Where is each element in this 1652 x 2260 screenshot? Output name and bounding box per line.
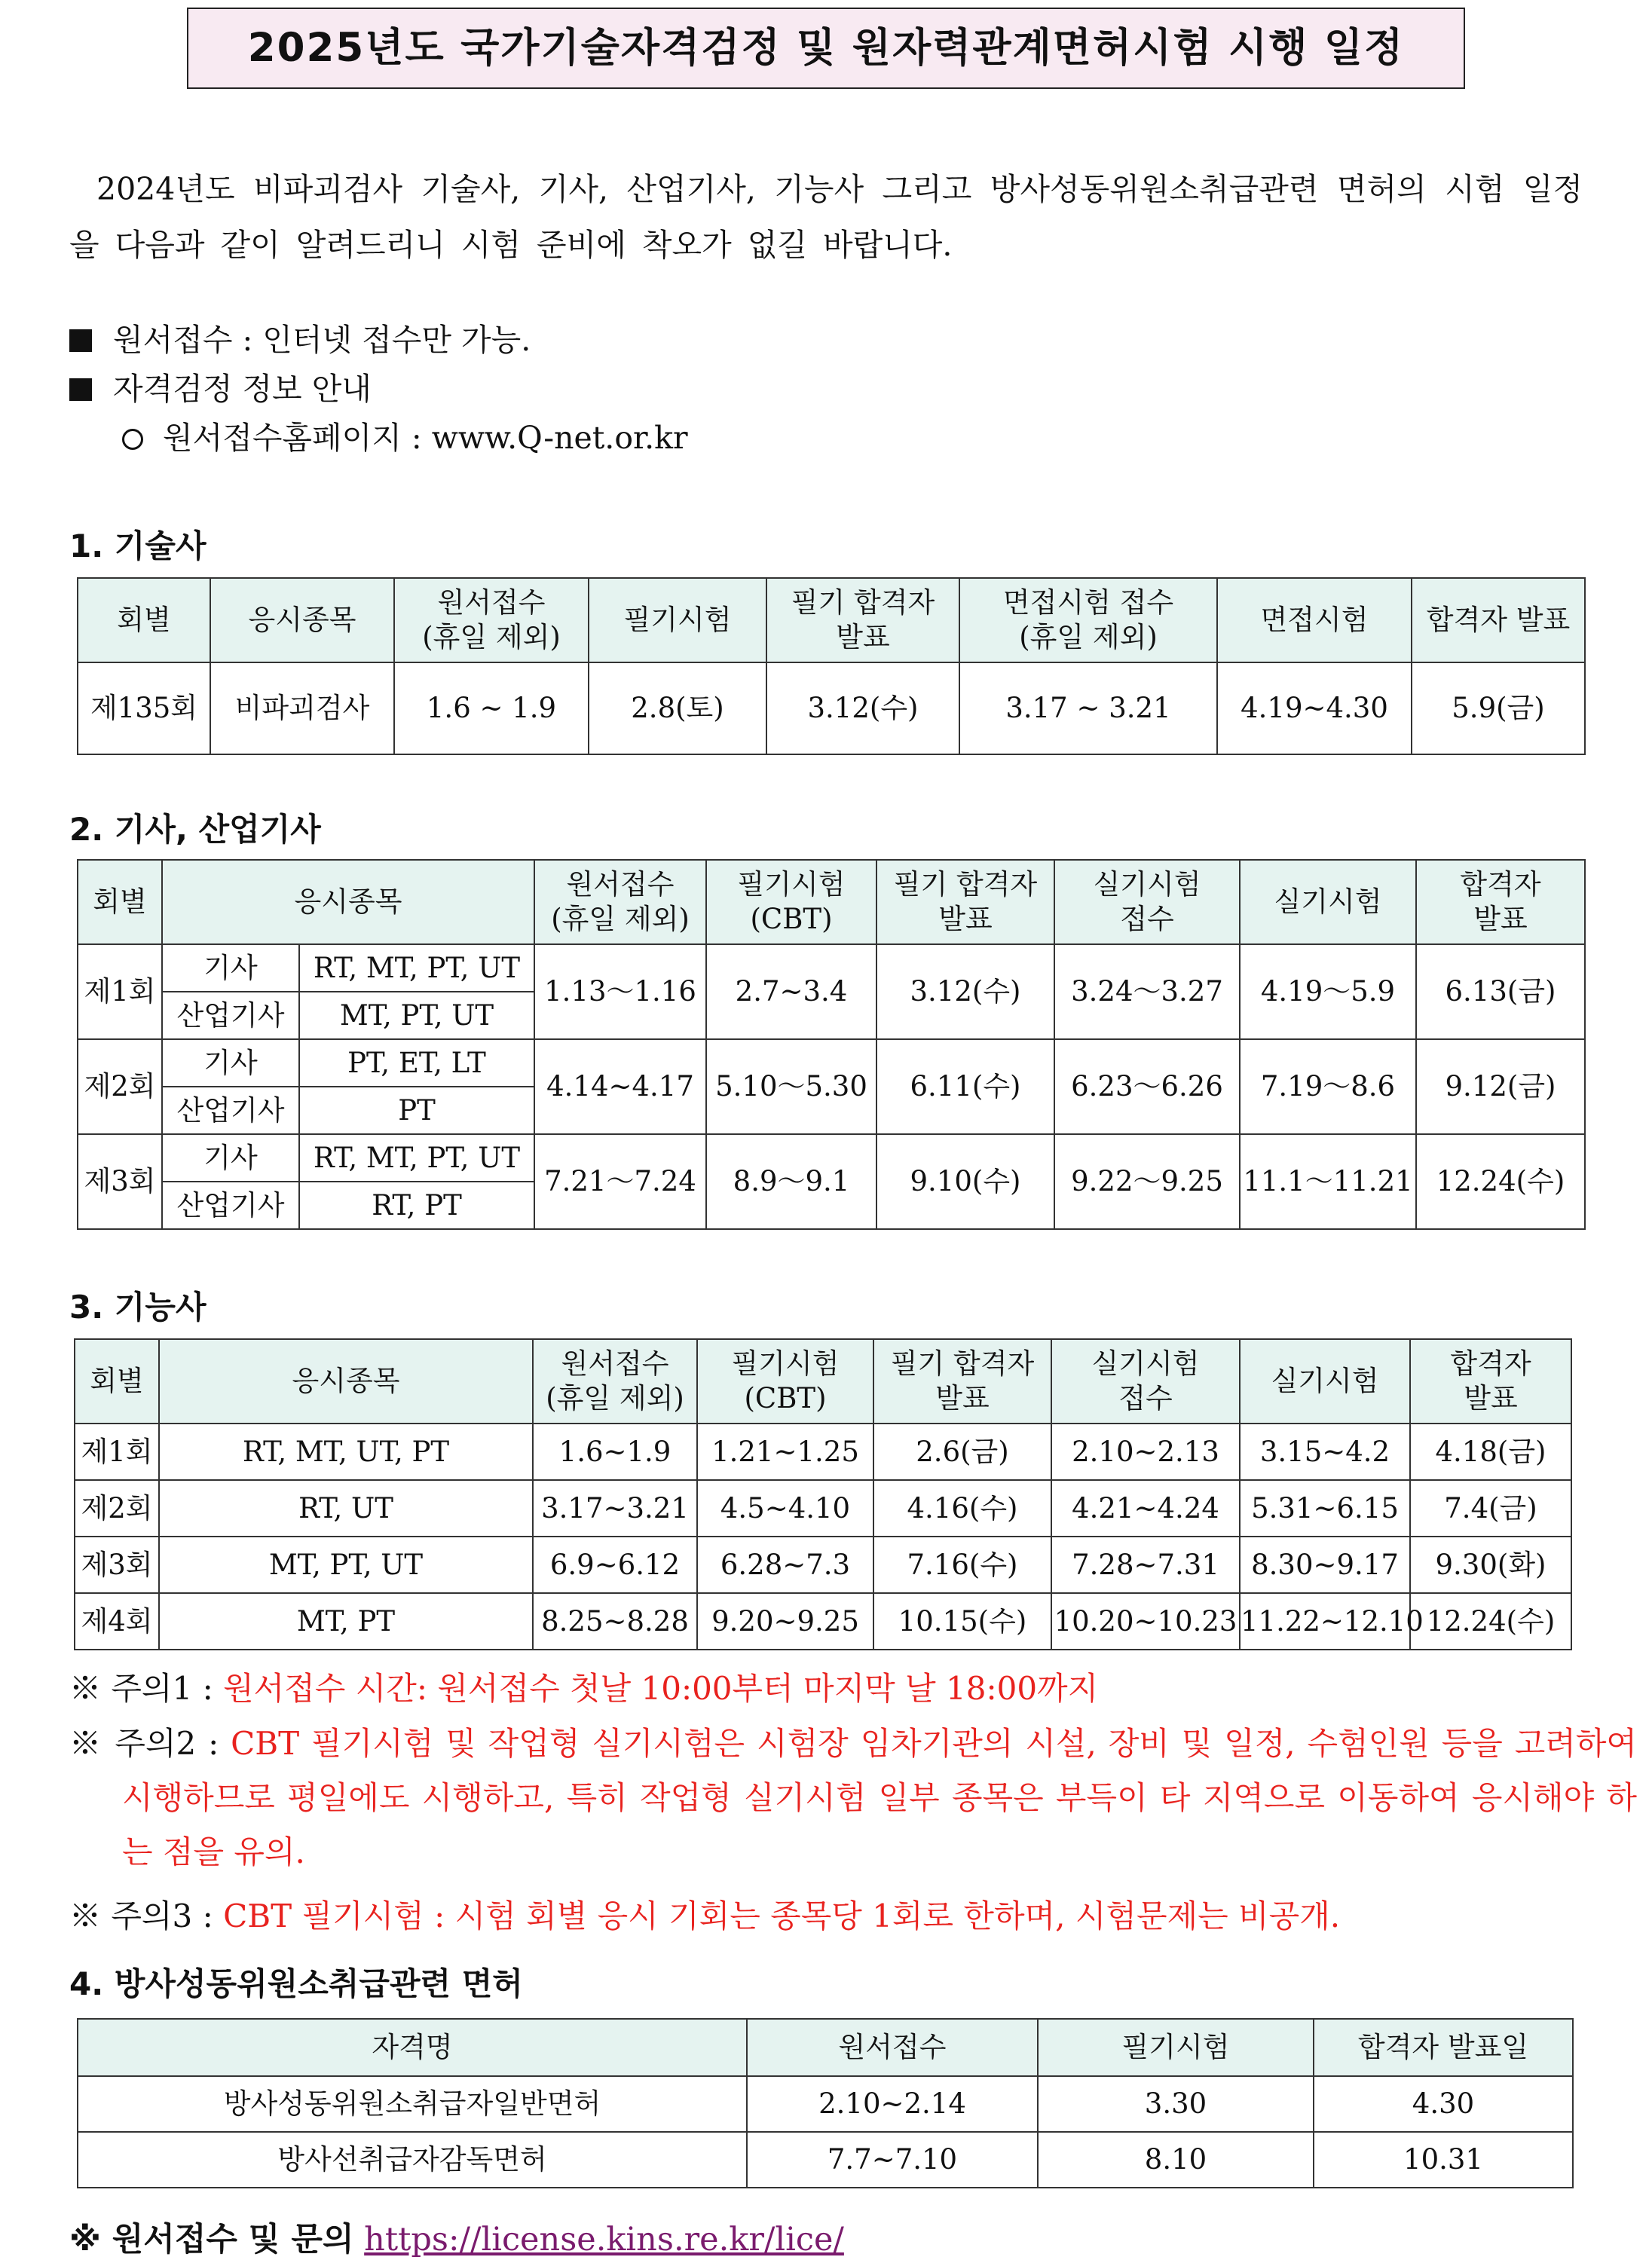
table-cell: RT, UT — [159, 1480, 533, 1537]
type-cell: PT — [299, 1087, 534, 1134]
grade-cell: 산업기사 — [162, 1182, 299, 1229]
table-row — [75, 1537, 1571, 1593]
grade-cell: 기사 — [162, 1039, 299, 1087]
table-cell: 7.28~7.31 — [1051, 1537, 1240, 1593]
table-cell: 12.24(수) — [1410, 1593, 1571, 1650]
header-cell: 필기 합격자 발표 — [873, 1339, 1051, 1424]
table-cell: 6.11(수) — [876, 1039, 1054, 1134]
table-cell: 제1회 — [75, 1424, 159, 1480]
table-cell: 7.7~7.10 — [747, 2132, 1038, 2188]
type-cell: RT, MT, PT, UT — [299, 1134, 534, 1182]
page-title: 2025년도 국가기술자격검정 및 원자력관계면허시험 시행 일정 — [187, 8, 1465, 89]
header-cell: 회별 — [78, 860, 162, 944]
header-row — [78, 578, 1585, 662]
type-cell: RT, MT, PT, UT — [299, 944, 534, 992]
table-cell: 10.15(수) — [873, 1593, 1051, 1650]
section-4-title: 4. 방사성동위원소취급관련 면허 — [69, 1965, 523, 2002]
table-cell: 제2회 — [75, 1480, 159, 1537]
header-row — [78, 2019, 1573, 2076]
header-cell: 필기시험 — [589, 578, 766, 662]
table-row — [75, 1424, 1571, 1480]
header-cell: 합격자 발표 — [1410, 1339, 1571, 1424]
round-cell: 제1회 — [78, 944, 162, 1039]
table-cell: 2.6(금) — [873, 1424, 1051, 1480]
table-cell: 9.30(화) — [1410, 1537, 1571, 1593]
grade-cell: 기사 — [162, 944, 299, 992]
header-row — [75, 1339, 1571, 1424]
table-cell: 10.31 — [1314, 2132, 1573, 2188]
homepage-line: 원서접수홈페이지 : www.Q-net.or.kr — [122, 413, 688, 457]
table-cell: 8.9～9.1 — [706, 1134, 876, 1229]
table-cell: 11.22~12.10 — [1240, 1593, 1410, 1650]
type-cell: RT, PT — [299, 1182, 534, 1229]
header-cell: 실기시험 접수 — [1051, 1339, 1240, 1424]
header-cell: 실기시험 — [1240, 860, 1416, 944]
note-1: ※ 주의1 : 원서접수 시간: 원서접수 첫날 10:00부터 마지막 날 18:00까지 — [69, 1670, 1099, 1707]
table-cell: 2.8(토) — [589, 662, 766, 754]
table-cell: 6.9~6.12 — [533, 1537, 697, 1593]
table-cell: 6.28~7.3 — [697, 1537, 873, 1593]
bullet-info: 자격검정 정보 안내 — [69, 364, 372, 408]
header-cell: 필기시험 (CBT) — [706, 860, 876, 944]
table-cell: 6.23～6.26 — [1054, 1039, 1240, 1134]
round-cell: 제3회 — [78, 1134, 162, 1229]
table-cell: 1.13～1.16 — [534, 944, 706, 1039]
section-1-title: 1. 기술사 — [69, 528, 206, 564]
table-cell: 5.10～5.30 — [706, 1039, 876, 1134]
header-cell: 원서접수 (휴일 제외) — [394, 578, 589, 662]
header-cell: 필기 합격자 발표 — [766, 578, 959, 662]
header-cell: 실기시험 접수 — [1054, 860, 1240, 944]
table-cell: 7.16(수) — [873, 1537, 1051, 1593]
square-bullet-icon — [69, 329, 92, 352]
table-cell: 3.30 — [1038, 2076, 1314, 2132]
table-cell: 4.5~4.10 — [697, 1480, 873, 1537]
table-cell: 7.19～8.6 — [1240, 1039, 1416, 1134]
header-cell: 응시종목 — [159, 1339, 533, 1424]
grade-cell: 산업기사 — [162, 992, 299, 1039]
header-cell: 원서접수 (휴일 제외) — [534, 860, 706, 944]
table-cell: 4.18(금) — [1410, 1424, 1571, 1480]
table-cell: 9.10(수) — [876, 1134, 1054, 1229]
table-row — [75, 1593, 1571, 1650]
circle-bullet-icon — [122, 429, 143, 450]
table-cell: RT, MT, UT, PT — [159, 1424, 533, 1480]
table-row — [78, 662, 1585, 754]
header-cell: 합격자 발표일 — [1314, 2019, 1573, 2076]
header-cell: 합격자 발표 — [1412, 578, 1585, 662]
table-cell: 3.15~4.2 — [1240, 1424, 1410, 1480]
table-cell: 7.4(금) — [1410, 1480, 1571, 1537]
header-cell: 회별 — [78, 578, 210, 662]
table-cell: 8.10 — [1038, 2132, 1314, 2188]
header-cell: 원서접수 (휴일 제외) — [533, 1339, 697, 1424]
table-cell: 2.10~2.14 — [747, 2076, 1038, 2132]
table-cell: 2.10~2.13 — [1051, 1424, 1240, 1480]
table-cell: 1.21~1.25 — [697, 1424, 873, 1480]
table-cell: 11.1～11.21 — [1240, 1134, 1416, 1229]
type-cell: PT, ET, LT — [299, 1039, 534, 1087]
table-cell: 제3회 — [75, 1537, 159, 1593]
table-cell: 9.12(금) — [1416, 1039, 1585, 1134]
table-professional-engineer — [77, 577, 1586, 755]
table-row — [78, 2132, 1573, 2188]
table-cell: 8.25~8.28 — [533, 1593, 697, 1650]
header-cell: 필기 합격자 발표 — [876, 860, 1054, 944]
table-row — [78, 944, 1585, 992]
table-row — [75, 1480, 1571, 1537]
table-cell: 5.9(금) — [1412, 662, 1585, 754]
table-cell: 6.13(금) — [1416, 944, 1585, 1039]
square-bullet-icon — [69, 378, 92, 401]
note-2: ※ 주의2 : CBT 필기시험 및 작업형 실기시험은 시험장 임차기관의 시설, 장비 및 일정, 수험인원 등을 고려하여 시행하므로 평일에도 시행하고, 특히 작업형 실기시험 일부 종목은 부득이 타 지역으로 이동하여 응시해야 하는 점을 유의. — [69, 1725, 1637, 1870]
round-cell: 제2회 — [78, 1039, 162, 1134]
table-cell: 7.21～7.24 — [534, 1134, 706, 1229]
table-cell: 3.12(수) — [876, 944, 1054, 1039]
type-cell: MT, PT, UT — [299, 992, 534, 1039]
table-cell: 방사선취급자감독면허 — [78, 2132, 747, 2188]
table-engineer — [77, 859, 1586, 1230]
table-cell: 4.19～5.9 — [1240, 944, 1416, 1039]
table-cell: 방사성동위원소취급자일반면허 — [78, 2076, 747, 2132]
table-cell: 1.6~1.9 — [533, 1424, 697, 1480]
grade-cell: 기사 — [162, 1134, 299, 1182]
table-cell: 4.19~4.30 — [1217, 662, 1412, 754]
header-cell: 응시종목 — [162, 860, 534, 944]
header-cell: 면접시험 접수 (휴일 제외) — [959, 578, 1217, 662]
table-cell: 5.31~6.15 — [1240, 1480, 1410, 1537]
table-cell: 3.17~3.21 — [533, 1480, 697, 1537]
note-3: ※ 주의3 : CBT 필기시험 : 시험 회별 응시 기회는 종목당 1회로 한하며, 시험문제는 비공개. — [69, 1898, 1341, 1934]
table-cell: 4.16(수) — [873, 1480, 1051, 1537]
table-cell: 제4회 — [75, 1593, 159, 1650]
header-cell: 회별 — [75, 1339, 159, 1424]
header-cell: 면접시험 — [1217, 578, 1412, 662]
table-cell: 4.30 — [1314, 2076, 1573, 2132]
table-row — [78, 1134, 1585, 1182]
table-cell: 8.30~9.17 — [1240, 1537, 1410, 1593]
header-cell: 자격명 — [78, 2019, 747, 2076]
table-cell: 3.12(수) — [766, 662, 959, 754]
table-cell: 9.20~9.25 — [697, 1593, 873, 1650]
contact-line: ※ 원서접수 및 문의 https://license.kins.re.kr/lice/ — [69, 2221, 844, 2258]
header-cell: 필기시험 (CBT) — [697, 1339, 873, 1424]
table-radiation-license — [77, 2018, 1574, 2188]
table-cell: 4.21~4.24 — [1051, 1480, 1240, 1537]
table-cell: 제135회 — [78, 662, 210, 754]
table-cell: 3.17 ~ 3.21 — [959, 662, 1217, 754]
header-cell: 원서접수 — [747, 2019, 1038, 2076]
header-cell: 응시종목 — [210, 578, 394, 662]
header-cell: 필기시험 — [1038, 2019, 1314, 2076]
table-cell: 12.24(수) — [1416, 1134, 1585, 1229]
table-cell: MT, PT, UT — [159, 1537, 533, 1593]
table-cell: 3.24～3.27 — [1054, 944, 1240, 1039]
header-cell: 합격자 발표 — [1416, 860, 1585, 944]
table-row — [78, 1039, 1585, 1087]
table-cell: 4.14~4.17 — [534, 1039, 706, 1134]
section-3-title: 3. 기능사 — [69, 1289, 206, 1326]
table-cell: 2.7~3.4 — [706, 944, 876, 1039]
header-row — [78, 860, 1585, 944]
bullet-apply: 원서접수 : 인터넷 접수만 가능. — [69, 315, 531, 359]
table-cell: 비파괴검사 — [210, 662, 394, 754]
intro-paragraph: 2024년도 비파괴검사 기술사, 기사, 산업기사, 기능사 그리고 방사성동위원소취급관련 면허의 시험 일정을 다음과 같이 알려드리니 시험 준비에 착오가 없길 바랍니다. — [69, 171, 1583, 263]
table-cell: MT, PT — [159, 1593, 533, 1650]
table-cell: 10.20~10.23 — [1051, 1593, 1240, 1650]
section-2-title: 2. 기사, 산업기사 — [69, 811, 321, 848]
table-row — [78, 2076, 1573, 2132]
contact-link[interactable]: https://license.kins.re.kr/lice/ — [364, 2221, 844, 2258]
table-craftsman — [74, 1338, 1572, 1650]
table-cell: 9.22～9.25 — [1054, 1134, 1240, 1229]
header-cell: 실기시험 — [1240, 1339, 1410, 1424]
table-cell: 1.6 ~ 1.9 — [394, 662, 589, 754]
grade-cell: 산업기사 — [162, 1087, 299, 1134]
